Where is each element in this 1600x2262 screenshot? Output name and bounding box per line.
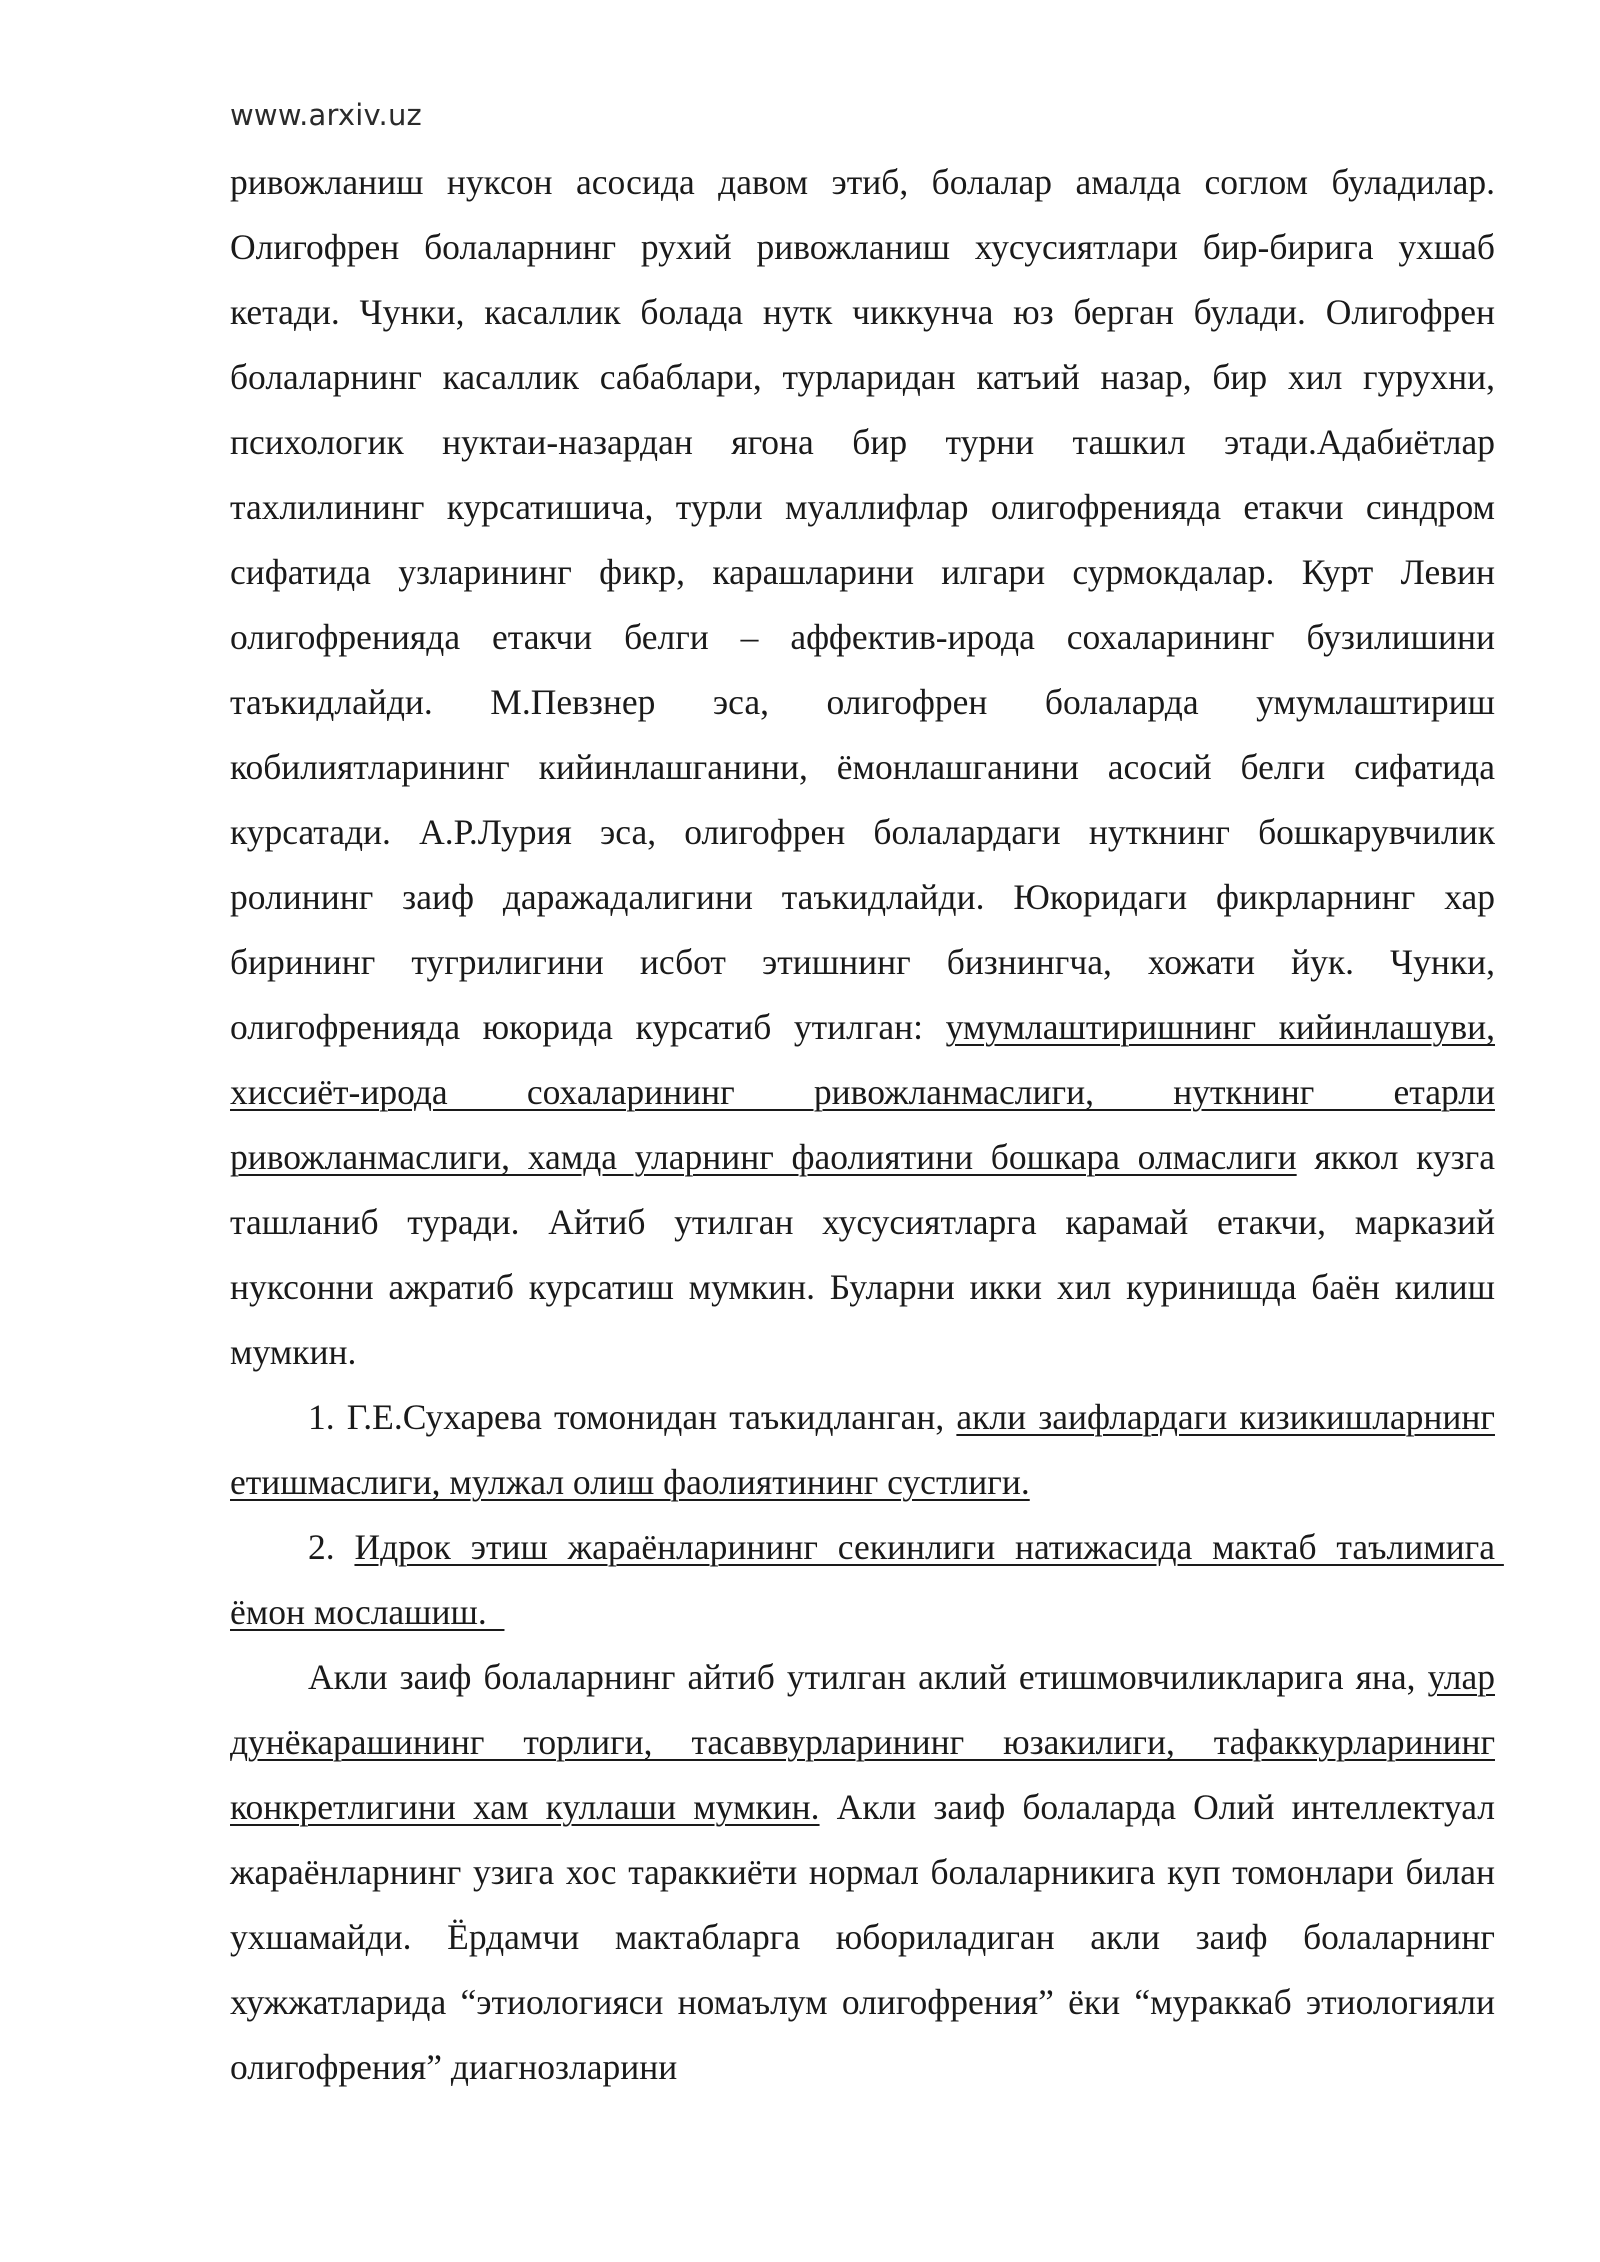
list-item-1-text: 1. Г.Е.Сухарева томонидан таъкидланган, <box>308 1397 957 1437</box>
list-item-1-underlined-text: акли заифлардаги кизикишларнинг етишмаслиги, мулжал олиш фаолиятининг сустлиги. <box>230 1397 1495 1502</box>
list-item-1 <box>230 1385 1495 1515</box>
paragraph-1-text-b: яккол кузга ташланиб туради. Айтиб утилган хусусиятларга карамай етакчи, марказий нуксонни ажратиб курсатиш мумкин. Буларни икки хил куринишда баён килиш мумкин. <box>230 1137 1495 1372</box>
paragraph-4-text-a: Акли заиф болаларнинг айтиб утилган аклий етишмовчиликларига яна, <box>308 1657 1428 1697</box>
list-item-2-text: 2. <box>308 1527 355 1567</box>
list-item-2 <box>230 1515 1504 1645</box>
paragraph-4-text-b: Акли заиф болаларда Олий интеллектуал жараёнларнинг узига хос тараккиёти нормал болаларникига куп томонлари билан ухшамайди. Ёрдамчи мактабларга юбориладиган акли заиф болаларнинг хужжатларида “этиологияси номаълум олигофрения” ёки “мураккаб этиологияли олигофрения” диагнозларини <box>230 1787 1495 2087</box>
paragraph-1-underlined-text: умумлаштиришнинг кийинлашуви, хиссиёт-ирода сохаларининг ривожланмаслиги, нуткнинг етарли ривожланмаслиги, хамда уларнинг фаолиятини бошкара олмаслиги <box>230 1007 1495 1177</box>
paragraph-4-underlined-text: улар дунёкарашининг торлиги, тасаввурларининг юзакилиги, тафаккурларининг конкретлигини хам куллаши мумкин. <box>230 1657 1495 1827</box>
site-url-header: www.arxiv.uz <box>230 98 422 132</box>
paragraph-1-text-a: ривожланиш нуксон асосида давом этиб, болалар амалда соглом буладилар. Олигофрен болаларнинг рухий ривожланиш хусусиятлари бир-бирига ухшаб кетади. Чунки, касаллик болада нутк чиккунча юз берган булади. Олигофрен болаларнинг касаллик сабаблари, турларидан катъий назар, бир хил гурухни, психологик нуктаи-назардан ягона бир турни ташкил этади.Адабиётлар тахлилининг курсатишича, турли муаллифлар олигофренияда етакчи синдром сифатида узларининг фикр, карашларини илгари сурмокдалар. Курт Левин олигофренияда етакчи белги – аффектив-ирода сохаларининг бузилишини таъкидлайди. М.Певзнер эса, олигофрен болаларда умумлаштириш кобилиятларининг кийинлашганини, ёмонлашганини асосий белги сифатида курсатади. А.Р.Лурия эса, олигофрен болалардаги нуткнинг бошкарувчилик ролининг заиф даражадалигини таъкидлайди. Юкоридаги фикрларнинг хар бирининг тугрилигини исбот этишнинг бизнингча, хожати йук. Чунки, олигофренияда юкорида курсатиб утилган: <box>230 162 1495 1047</box>
document-body <box>230 150 1504 2100</box>
paragraph-1 <box>230 150 1495 1385</box>
paragraph-4 <box>230 1645 1495 2100</box>
list-item-2-underlined-text: Идрок этиш жараёнларининг секинлиги натижасида мактаб таълимига ёмон мослашиш. <box>230 1527 1504 1632</box>
